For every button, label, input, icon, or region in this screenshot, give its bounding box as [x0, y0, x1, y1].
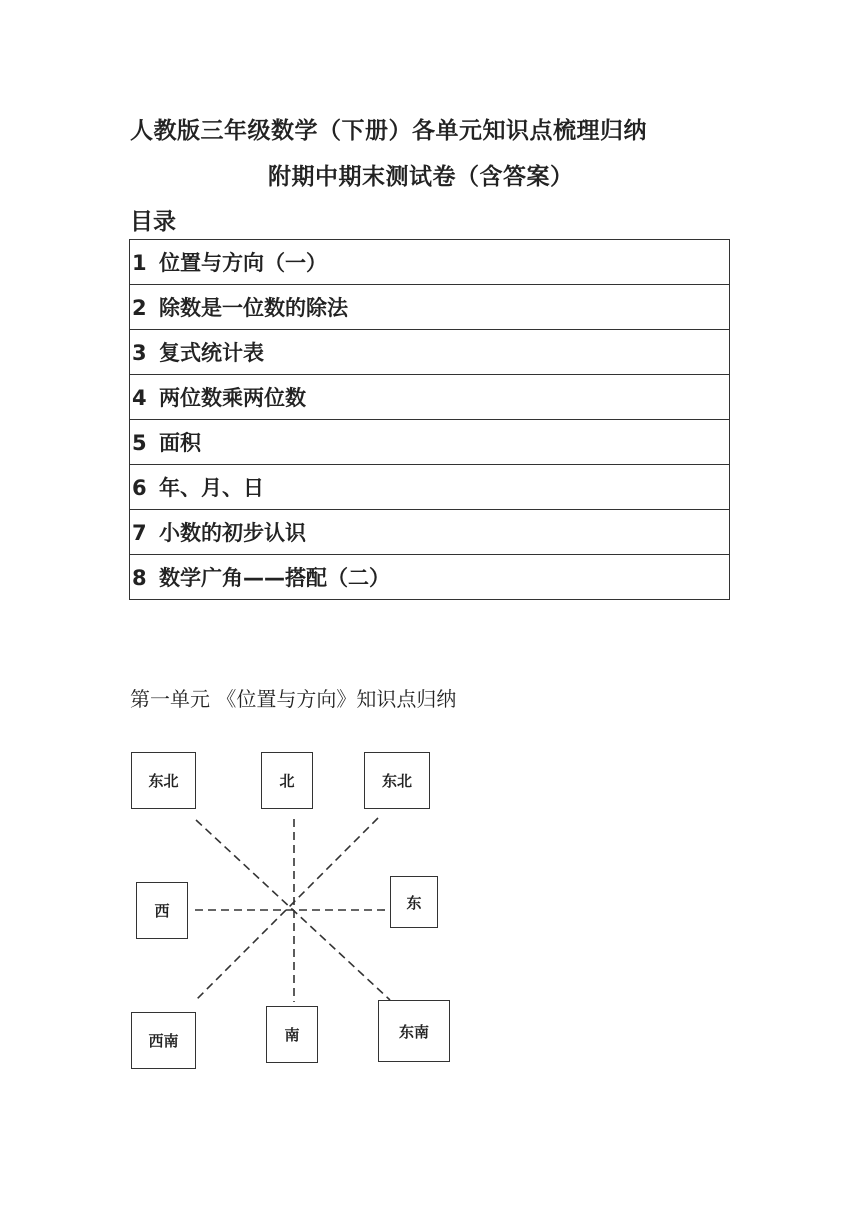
- toc-text: 面积: [159, 431, 201, 455]
- toc-text: 两位数乘两位数: [159, 386, 306, 410]
- compass-box-southeast: 东南: [378, 1000, 450, 1062]
- toc-number: 3: [132, 341, 147, 365]
- unit-heading: 第一单元 《位置与方向》知识点归纳: [130, 687, 457, 711]
- compass-box-southwest: 西南: [131, 1012, 196, 1069]
- toc-number: 1: [132, 251, 147, 275]
- toc-heading: 目录: [130, 209, 176, 235]
- toc-number: 5: [132, 431, 147, 455]
- northeast-southwest-line: [196, 818, 378, 1000]
- toc-text: 复式统计表: [159, 341, 264, 365]
- toc-number: 8: [132, 566, 147, 590]
- compass-box-south: 南: [266, 1006, 318, 1063]
- toc-text: 位置与方向（一）: [159, 251, 327, 275]
- toc-number: 6: [132, 476, 147, 500]
- compass-box-east: 东: [390, 876, 438, 928]
- document-title: 人教版三年级数学（下册）各单元知识点梳理归纳: [130, 118, 647, 144]
- compass-box-north: 北: [261, 752, 313, 809]
- document-subtitle: 附期中期末测试卷（含答案）: [268, 164, 574, 190]
- toc-number: 7: [132, 521, 147, 545]
- toc-text: 除数是一位数的除法: [159, 296, 348, 320]
- toc-text: 小数的初步认识: [159, 521, 306, 545]
- toc-number: 4: [132, 386, 147, 410]
- toc-text: 年、月、日: [159, 476, 264, 500]
- toc-text: 数学广角——搭配（二）: [159, 566, 390, 590]
- compass-box-northeast: 东北: [364, 752, 430, 809]
- compass-box-northwest: 东北: [131, 752, 196, 809]
- compass-box-west: 西: [136, 882, 188, 939]
- toc-number: 2: [132, 296, 147, 320]
